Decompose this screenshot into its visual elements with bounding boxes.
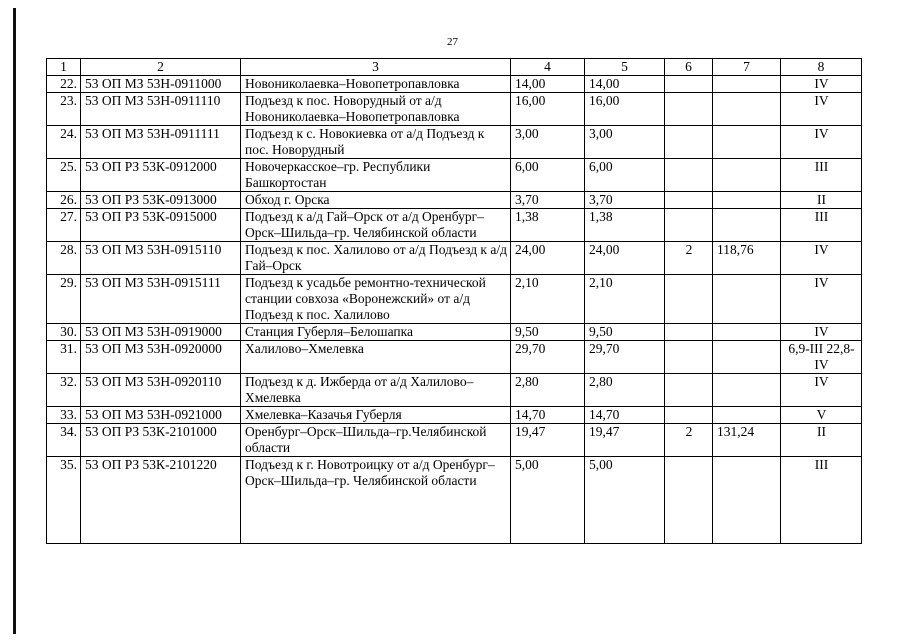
column-5-value: 3,00: [585, 126, 665, 159]
column-5-value: 24,00: [585, 242, 665, 275]
column-7-value: [713, 374, 781, 407]
road-code: 53 ОП РЗ 53К-2101000: [81, 424, 241, 457]
page-number: 27: [447, 36, 458, 48]
road-name: Подъезд к г. Новотроицку от а/д Оренбург–Орск–Шильда–гр. Челябинской области: [241, 457, 511, 544]
column-5-value: 14,70: [585, 407, 665, 424]
road-category: IV: [781, 275, 862, 324]
column-6-value: 2: [665, 424, 713, 457]
column-6-value: [665, 341, 713, 374]
column-7-value: [713, 407, 781, 424]
road-code: 53 ОП МЗ 53Н-0911111: [81, 126, 241, 159]
road-code: 53 ОП МЗ 53Н-0919000: [81, 324, 241, 341]
row-number: 29.: [47, 275, 81, 324]
column-6-value: 2: [665, 242, 713, 275]
column-7-value: 131,24: [713, 424, 781, 457]
column-7-value: [713, 93, 781, 126]
road-category: II: [781, 424, 862, 457]
road-category: IV: [781, 324, 862, 341]
road-code: 53 ОП МЗ 53Н-0911110: [81, 93, 241, 126]
column-5-value: 1,38: [585, 209, 665, 242]
column-7-value: [713, 275, 781, 324]
column-header: 6: [665, 59, 713, 76]
table-row: [47, 424, 862, 457]
road-code: 53 ОП РЗ 53К-2101220: [81, 457, 241, 544]
road-code: 53 ОП МЗ 53Н-0920000: [81, 341, 241, 374]
road-name: Подъезд к с. Новокиевка от а/д Подъезд к пос. Новорудный: [241, 126, 511, 159]
table-row: [47, 242, 862, 275]
column-7-value: [713, 341, 781, 374]
road-category: V: [781, 407, 862, 424]
road-table: [46, 58, 862, 544]
column-6-value: [665, 324, 713, 341]
column-4-value: 29,70: [511, 341, 585, 374]
table-row: [47, 93, 862, 126]
road-code: 53 ОП РЗ 53К-0915000: [81, 209, 241, 242]
road-name: Новочеркасское–гр. Республики Башкортостан: [241, 159, 511, 192]
table-row: [47, 275, 862, 324]
column-4-value: 5,00: [511, 457, 585, 544]
column-6-value: [665, 93, 713, 126]
column-5-value: 9,50: [585, 324, 665, 341]
road-name: Обход г. Орска: [241, 192, 511, 209]
table-row: [47, 407, 862, 424]
road-name: Подъезд к пос. Халилово от а/д Подъезд к а/д Гай–Орск: [241, 242, 511, 275]
column-header: 3: [241, 59, 511, 76]
road-name: Хмелевка–Казачья Губерля: [241, 407, 511, 424]
table-row: [47, 374, 862, 407]
column-4-value: 3,00: [511, 126, 585, 159]
column-4-value: 19,47: [511, 424, 585, 457]
column-7-value: [713, 192, 781, 209]
column-5-value: 2,10: [585, 275, 665, 324]
road-code: 53 ОП МЗ 53Н-0915111: [81, 275, 241, 324]
column-6-value: [665, 209, 713, 242]
column-7-value: [713, 76, 781, 93]
column-5-value: 29,70: [585, 341, 665, 374]
road-category: II: [781, 192, 862, 209]
road-code: 53 ОП РЗ 53К-0913000: [81, 192, 241, 209]
column-4-value: 9,50: [511, 324, 585, 341]
column-5-value: 16,00: [585, 93, 665, 126]
row-number: 24.: [47, 126, 81, 159]
column-header: 5: [585, 59, 665, 76]
column-5-value: 6,00: [585, 159, 665, 192]
row-number: 25.: [47, 159, 81, 192]
road-name: Новониколаевка–Новопетропавловка: [241, 76, 511, 93]
table-row: [47, 159, 862, 192]
row-number: 34.: [47, 424, 81, 457]
scan-edge-line: [13, 8, 16, 634]
column-5-value: 3,70: [585, 192, 665, 209]
column-5-value: 14,00: [585, 76, 665, 93]
road-code: 53 ОП МЗ 53Н-0911000: [81, 76, 241, 93]
column-6-value: [665, 192, 713, 209]
column-header: 8: [781, 59, 862, 76]
road-category: III: [781, 209, 862, 242]
table-row: [47, 341, 862, 374]
table-row: [47, 324, 862, 341]
road-name: Оренбург–Орск–Шильда–гр.Челябинской области: [241, 424, 511, 457]
column-6-value: [665, 126, 713, 159]
road-code: 53 ОП МЗ 53Н-0915110: [81, 242, 241, 275]
column-header: 7: [713, 59, 781, 76]
road-category: IV: [781, 76, 862, 93]
column-5-value: 19,47: [585, 424, 665, 457]
road-code: 53 ОП РЗ 53К-0912000: [81, 159, 241, 192]
column-6-value: [665, 374, 713, 407]
column-7-value: 118,76: [713, 242, 781, 275]
column-4-value: 6,00: [511, 159, 585, 192]
column-7-value: [713, 457, 781, 544]
table-row: [47, 126, 862, 159]
row-number: 22.: [47, 76, 81, 93]
road-name: Станция Губерля–Белошапка: [241, 324, 511, 341]
road-category: IV: [781, 374, 862, 407]
column-7-value: [713, 324, 781, 341]
table-row: [47, 457, 862, 544]
column-6-value: [665, 275, 713, 324]
column-7-value: [713, 209, 781, 242]
column-7-value: [713, 159, 781, 192]
column-4-value: 14,00: [511, 76, 585, 93]
column-4-value: 2,10: [511, 275, 585, 324]
header-row: [47, 59, 862, 76]
row-number: 27.: [47, 209, 81, 242]
column-7-value: [713, 126, 781, 159]
column-4-value: 24,00: [511, 242, 585, 275]
row-number: 23.: [47, 93, 81, 126]
column-5-value: 5,00: [585, 457, 665, 544]
road-name: Подъезд к а/д Гай–Орск от а/д Оренбург–Орск–Шильда–гр. Челябинской области: [241, 209, 511, 242]
column-4-value: 1,38: [511, 209, 585, 242]
column-4-value: 14,70: [511, 407, 585, 424]
road-category: IV: [781, 242, 862, 275]
road-name: Подъезд к д. Ижберда от а/д Халилово–Хмелевка: [241, 374, 511, 407]
column-4-value: 2,80: [511, 374, 585, 407]
road-category: IV: [781, 126, 862, 159]
road-name: Подъезд к пос. Новорудный от а/д Новониколаевка–Новопетропавловка: [241, 93, 511, 126]
column-6-value: [665, 76, 713, 93]
column-header: 2: [81, 59, 241, 76]
road-category: 6,9-III 22,8-IV: [781, 341, 862, 374]
column-6-value: [665, 457, 713, 544]
row-number: 26.: [47, 192, 81, 209]
road-name: Халилово–Хмелевка: [241, 341, 511, 374]
column-6-value: [665, 159, 713, 192]
table-body: [47, 76, 862, 544]
column-4-value: 3,70: [511, 192, 585, 209]
table-row: [47, 192, 862, 209]
row-number: 30.: [47, 324, 81, 341]
row-number: 32.: [47, 374, 81, 407]
row-number: 33.: [47, 407, 81, 424]
road-code: 53 ОП МЗ 53Н-0921000: [81, 407, 241, 424]
road-name: Подъезд к усадьбе ремонтно-технической станции совхоза «Воронежский» от а/д Подъезд к пос. Халилово: [241, 275, 511, 324]
road-category: III: [781, 457, 862, 544]
column-5-value: 2,80: [585, 374, 665, 407]
row-number: 28.: [47, 242, 81, 275]
table-row: [47, 209, 862, 242]
table-row: [47, 76, 862, 93]
column-header: 1: [47, 59, 81, 76]
column-header: 4: [511, 59, 585, 76]
row-number: 31.: [47, 341, 81, 374]
column-4-value: 16,00: [511, 93, 585, 126]
column-6-value: [665, 407, 713, 424]
road-category: III: [781, 159, 862, 192]
road-code: 53 ОП МЗ 53Н-0920110: [81, 374, 241, 407]
row-number: 35.: [47, 457, 81, 544]
road-category: IV: [781, 93, 862, 126]
